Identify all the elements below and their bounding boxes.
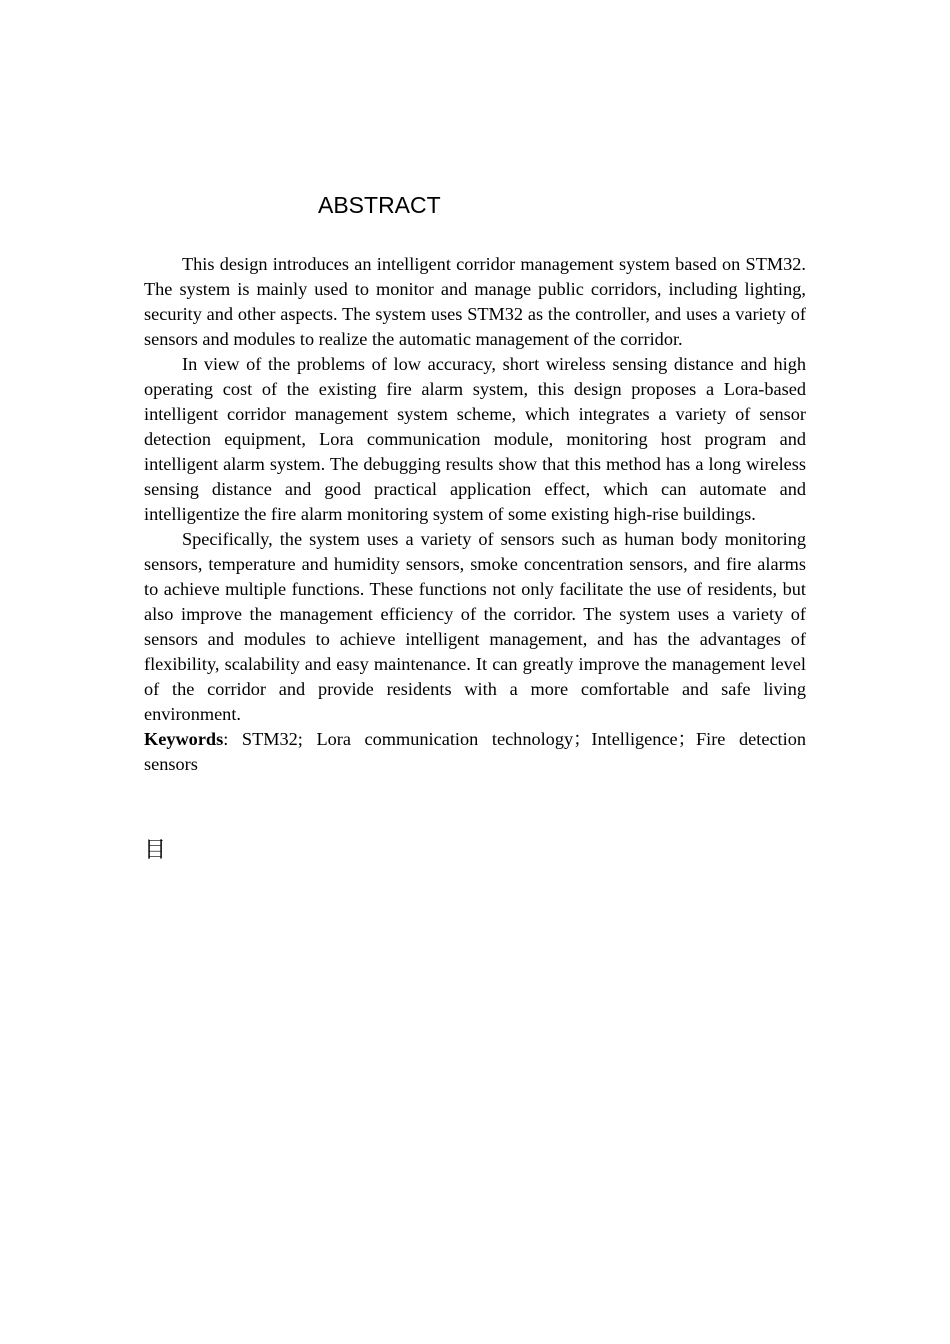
abstract-paragraph-2: In view of the problems of low accuracy, short wireless sensing distance and high operating cost of the existing fire alarm system, this design proposes a Lora-based intelligent corridor management system scheme, which integrates a variety of sensor detection equipment, Lora communication module, monitoring host program and intelligent alarm system. The debugging results show that this method has a long wireless sensing distance and good practical application effect, which can automate and intelligentize the fire alarm monitoring system of some existing high-rise buildings. xyxy=(144,354,806,524)
abstract-paragraph-1: This design introduces an intelligent corridor management system based on STM32. The system is mainly used to monitor and manage public corridors, including lighting, security and other aspects. The system uses STM32 as the controller, and uses a variety of sensors and modules to realize the automatic management of the corridor. xyxy=(144,254,806,349)
abstract-title: ABSTRACT xyxy=(318,192,441,218)
keywords-line xyxy=(144,727,806,777)
keywords-label: Keywords xyxy=(144,729,224,749)
toc-heading: 目 xyxy=(144,838,167,863)
abstract-paragraph-3: Specifically, the system uses a variety of sensors such as human body monitoring sensors, temperature and humidity sensors, smoke concentration sensors, and fire alarms to achieve multiple functions. These functions not only facilitate the use of residents, but also improve the management efficiency of the corridor. The system uses a variety of sensors and modules to achieve intelligent management, and has the advantages of flexibility, scalability and easy maintenance. It can greatly improve the management level of the corridor and provide residents with a more comfortable and safe living environment. xyxy=(144,529,806,724)
abstract-body xyxy=(144,252,806,777)
keywords-text: : STM32; Lora communication technology；Intelligence；Fire detection sensors xyxy=(144,729,806,774)
